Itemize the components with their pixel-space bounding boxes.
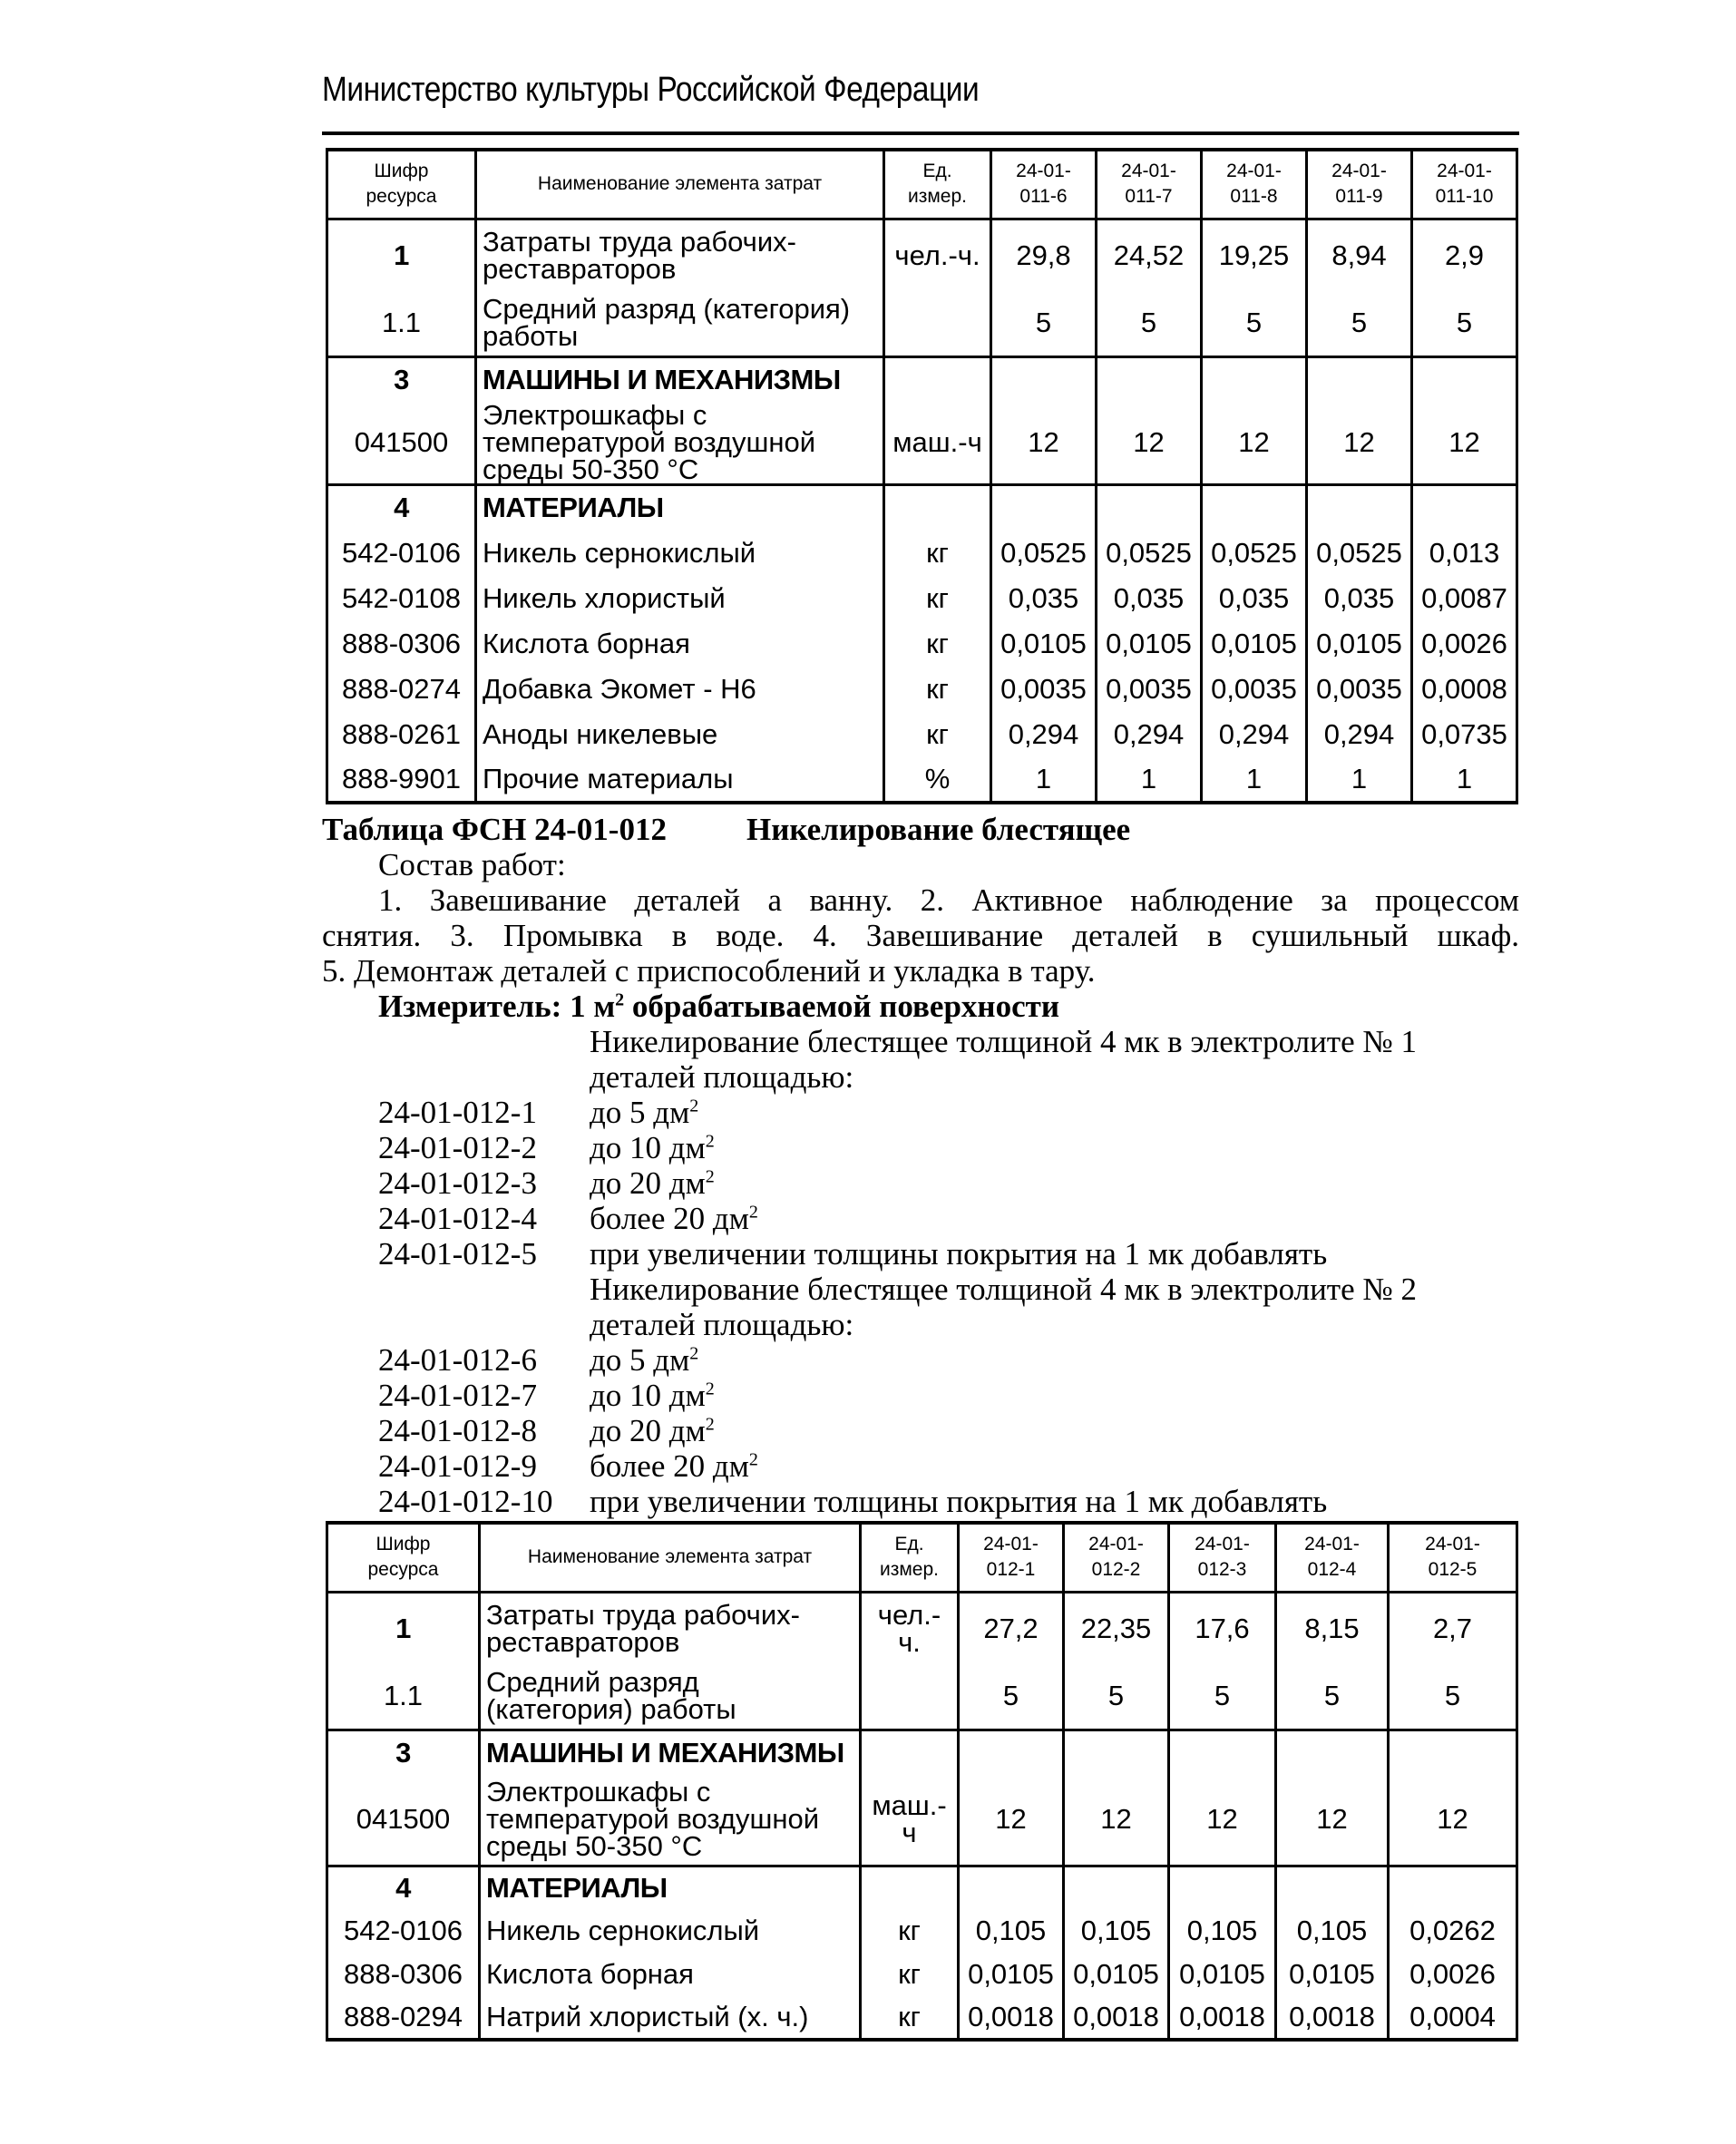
table-row — [327, 291, 1517, 356]
cell-name: Кислота борная — [476, 621, 884, 667]
col-header: Наименование элемента затрат — [480, 1523, 861, 1592]
cell-code: 3 — [327, 356, 476, 402]
col-header: 24-01- 011-9 — [1307, 150, 1412, 219]
group2-title: Никелирование блестящее толщиной 4 мк в электролите № 2 — [590, 1272, 1418, 1307]
table-row — [327, 531, 1517, 576]
cell-value: 0,0105 — [991, 621, 1097, 667]
cell-value: 0,0026 — [1412, 621, 1517, 667]
cell-value: 5 — [1389, 1664, 1517, 1730]
cell-unit: маш.-ч — [884, 402, 991, 485]
table-row — [327, 1996, 1517, 2040]
cell-unit: кг — [884, 576, 991, 621]
cell-value: 0,0105 — [959, 1953, 1064, 1996]
cell-unit: чел.-ч. — [884, 219, 991, 291]
cell-code: 888-9901 — [327, 757, 476, 803]
resource-table-011 — [326, 148, 1518, 804]
cell-value: 2,9 — [1412, 219, 1517, 291]
cell-value: 0,0105 — [1276, 1953, 1389, 1996]
cell-value: 12 — [991, 402, 1097, 485]
table-row — [327, 1953, 1517, 1996]
cell-code: 888-0306 — [327, 1953, 480, 1996]
group2-title: деталей площадью: — [590, 1307, 854, 1342]
cell-code: 1 — [327, 1592, 480, 1664]
cell-unit: кг — [861, 1909, 959, 1953]
cell-value: 1 — [1307, 757, 1412, 803]
cell-code: 542-0106 — [327, 531, 476, 576]
cell-value: 17,6 — [1169, 1592, 1276, 1664]
col-header: 24-01- 011-10 — [1412, 150, 1517, 219]
cell-unit: кг — [861, 1996, 959, 2040]
section-title: МАТЕРИАЛЫ — [476, 485, 884, 531]
section-row — [327, 356, 1517, 402]
list-item: 24-01-012-1 до 5 $дм^2$ — [378, 1095, 699, 1130]
cell-value: 0,294 — [991, 712, 1097, 757]
table-row — [327, 757, 1517, 803]
cell-value: 0,0525 — [991, 531, 1097, 576]
list-item: 24-01-012-10 при увеличении толщины покрытия на 1 мк добавлять — [378, 1484, 1328, 1519]
cell-value: 5 — [959, 1664, 1064, 1730]
table-header-row — [327, 150, 1517, 219]
cell-name: Никель хлористый — [476, 576, 884, 621]
cell-value: 5 — [1202, 291, 1307, 356]
table-row — [327, 1664, 1517, 1730]
group1-title: Никелирование блестящее толщиной 4 мк в электролите № 1 — [590, 1024, 1418, 1059]
table-row — [327, 1592, 1517, 1664]
cell-value: 0,0105 — [1097, 621, 1202, 667]
cell-name: Средний разряд (категория) работы — [476, 291, 884, 356]
cell-value: 0,0035 — [1307, 667, 1412, 712]
section-row — [327, 1866, 1517, 1909]
section-title: МАТЕРИАЛЫ — [480, 1866, 861, 1909]
cell-unit: % — [884, 757, 991, 803]
cell-value: 12 — [1169, 1775, 1276, 1866]
table-label: Таблица ФСН 24-01-012 — [322, 812, 667, 847]
cell-value: 0,013 — [1412, 531, 1517, 576]
cell-value: 5 — [1412, 291, 1517, 356]
cell-value: 5 — [1169, 1664, 1276, 1730]
cell-value: 0,0087 — [1412, 576, 1517, 621]
cell-value: 5 — [1097, 291, 1202, 356]
page-header-title: Министерство культуры Российской Федерации — [322, 71, 980, 109]
section-title: МАШИНЫ И МЕХАНИЗМЫ — [480, 1730, 861, 1775]
col-header: 24-01- 011-7 — [1097, 150, 1202, 219]
col-header: 24-01- 011-6 — [991, 150, 1097, 219]
cell-unit: кг — [861, 1953, 959, 1996]
cell-unit: кг — [884, 621, 991, 667]
cell-value: 0,0004 — [1389, 1996, 1517, 2040]
cell-value: 0,105 — [959, 1909, 1064, 1953]
table-row — [327, 402, 1517, 485]
cell-name: Затраты труда рабочих-реставраторов — [476, 219, 884, 291]
section-row — [327, 1730, 1517, 1775]
col-header: Ед. измер. — [861, 1523, 959, 1592]
table-row — [327, 576, 1517, 621]
cell-value: 12 — [1412, 402, 1517, 485]
cell-name: Прочие материалы — [476, 757, 884, 803]
table-header-row — [327, 1523, 1517, 1592]
table-row — [327, 219, 1517, 291]
list-item: 24-01-012-9 более 20 $дм^2$ — [378, 1448, 758, 1484]
cell-value: 0,0026 — [1389, 1953, 1517, 1996]
work-line: снятия. 3. Промывка в воде. 4. Завешивание деталей в сушильный шкаф. — [322, 918, 1519, 953]
cell-code: 888-0261 — [327, 712, 476, 757]
section-title: МАШИНЫ И МЕХАНИЗМЫ — [476, 356, 884, 402]
cell-value: 0,105 — [1169, 1909, 1276, 1953]
cell-value: 0,0018 — [1276, 1996, 1389, 2040]
cell-name: Добавка Экомет - Н6 — [476, 667, 884, 712]
cell-code: 4 — [327, 1866, 480, 1909]
section-text — [322, 812, 1519, 1519]
col-header: Шифр ресурса — [327, 1523, 480, 1592]
cell-unit: кг — [884, 712, 991, 757]
cell-value: 0,035 — [1202, 576, 1307, 621]
cell-name: Никель сернокислый — [476, 531, 884, 576]
col-header: Шифр ресурса — [327, 150, 476, 219]
col-header: 24-01- 011-8 — [1202, 150, 1307, 219]
cell-unit: маш.-ч — [861, 1775, 959, 1866]
cell-unit: кг — [884, 667, 991, 712]
work-line: 5. Демонтаж деталей с приспособлений и укладка в тару. — [322, 953, 1096, 989]
cell-value: 1 — [1097, 757, 1202, 803]
cell-code: 4 — [327, 485, 476, 531]
cell-value: 0,294 — [1307, 712, 1412, 757]
work-header: Состав работ: — [378, 847, 566, 882]
cell-value: 0,0105 — [1064, 1953, 1169, 1996]
cell-value: 5 — [991, 291, 1097, 356]
cell-value: 12 — [1307, 402, 1412, 485]
cell-code: 1 — [327, 219, 476, 291]
cell-value: 12 — [1097, 402, 1202, 485]
cell-code: 3 — [327, 1730, 480, 1775]
cell-value: 0,0008 — [1412, 667, 1517, 712]
cell-value: 5 — [1064, 1664, 1169, 1730]
cell-value: 0,0035 — [1202, 667, 1307, 712]
resource-table-012 — [326, 1521, 1518, 2042]
cell-name: Аноды никелевые — [476, 712, 884, 757]
cell-value: 0,0525 — [1202, 531, 1307, 576]
list-item: 24-01-012-7 до 10 $дм^2$ — [378, 1378, 715, 1413]
cell-value: 1 — [991, 757, 1097, 803]
cell-value: 0,0105 — [1202, 621, 1307, 667]
table-row — [327, 1775, 1517, 1866]
list-item: 24-01-012-2 до 10 $дм^2$ — [378, 1130, 715, 1165]
col-header: Наименование элемента затрат — [476, 150, 884, 219]
cell-unit — [861, 1664, 959, 1730]
cell-value: 0,0018 — [959, 1996, 1064, 2040]
col-header: 24-01- 012-3 — [1169, 1523, 1276, 1592]
cell-code: 542-0106 — [327, 1909, 480, 1953]
list-item: 24-01-012-4 более 20 $дм^2$ — [378, 1201, 758, 1236]
col-header: 24-01- 012-1 — [959, 1523, 1064, 1592]
cell-value: 0,0525 — [1097, 531, 1202, 576]
cell-value: 12 — [959, 1775, 1064, 1866]
cell-value: 0,294 — [1202, 712, 1307, 757]
cell-code: 888-0274 — [327, 667, 476, 712]
cell-value: 0,0525 — [1307, 531, 1412, 576]
cell-value: 22,35 — [1064, 1592, 1169, 1664]
cell-name: Затраты труда рабочих-реставраторов — [480, 1592, 861, 1664]
cell-code: 1.1 — [327, 291, 476, 356]
col-header: 24-01- 012-5 — [1389, 1523, 1517, 1592]
cell-value: 0,035 — [1097, 576, 1202, 621]
cell-value: 5 — [1307, 291, 1412, 356]
cell-code: 888-0294 — [327, 1996, 480, 2040]
cell-value: 12 — [1064, 1775, 1169, 1866]
list-item: 24-01-012-8 до 20 $дм^2$ — [378, 1413, 715, 1448]
cell-value: 12 — [1276, 1775, 1389, 1866]
cell-unit: чел.-ч. — [861, 1592, 959, 1664]
cell-name: Натрий хлористый (х. ч.) — [480, 1996, 861, 2040]
cell-value: 0,035 — [1307, 576, 1412, 621]
cell-unit: кг — [884, 531, 991, 576]
cell-value: 0,294 — [1097, 712, 1202, 757]
cell-value: 0,0262 — [1389, 1909, 1517, 1953]
cell-value: 0,0035 — [991, 667, 1097, 712]
col-header: 24-01- 012-2 — [1064, 1523, 1169, 1592]
cell-value: 29,8 — [991, 219, 1097, 291]
cell-value: 0,0018 — [1169, 1996, 1276, 2040]
cell-value: 0,105 — [1276, 1909, 1389, 1953]
cell-value: 1 — [1412, 757, 1517, 803]
group1-title: деталей площадью: — [590, 1059, 854, 1095]
header-rule — [322, 132, 1519, 135]
list-item: 24-01-012-5 при увеличении толщины покрытия на 1 мк добавлять — [378, 1236, 1328, 1272]
cell-name: Электрошкафы с температурой воздушной среды 50-350 °С — [480, 1775, 861, 1866]
cell-value: 24,52 — [1097, 219, 1202, 291]
cell-value: 0,0105 — [1307, 621, 1412, 667]
cell-code: 041500 — [327, 402, 476, 485]
cell-code: 041500 — [327, 1775, 480, 1866]
cell-value: 12 — [1202, 402, 1307, 485]
table-row — [327, 621, 1517, 667]
meter-line: Измеритель: 1 $м^2$ обрабатываемой поверхности — [378, 989, 1059, 1024]
cell-name: Средний разряд (категория) работы — [480, 1664, 861, 1730]
table-row — [327, 1909, 1517, 1953]
work-line: 1. Завешивание деталей а ванну. 2. Активное наблюдение за процессом — [378, 882, 1519, 918]
col-header: Ед. измер. — [884, 150, 991, 219]
cell-value: 8,15 — [1276, 1592, 1389, 1664]
section-row — [327, 485, 1517, 531]
cell-value: 0,035 — [991, 576, 1097, 621]
cell-value: 0,0105 — [1169, 1953, 1276, 1996]
cell-name: Электрошкафы с температурой воздушной среды 50-350 °С — [476, 402, 884, 485]
cell-name: Никель сернокислый — [480, 1909, 861, 1953]
cell-value: 0,0035 — [1097, 667, 1202, 712]
col-header: 24-01- 012-4 — [1276, 1523, 1389, 1592]
cell-value: 27,2 — [959, 1592, 1064, 1664]
cell-code: 1.1 — [327, 1664, 480, 1730]
cell-value: 12 — [1389, 1775, 1517, 1866]
table-row — [327, 667, 1517, 712]
list-item: 24-01-012-6 до 5 $дм^2$ — [378, 1342, 699, 1378]
cell-code: 888-0306 — [327, 621, 476, 667]
cell-value: 2,7 — [1389, 1592, 1517, 1664]
table-title: Никелирование блестящее — [746, 812, 1131, 847]
cell-value: 0,0735 — [1412, 712, 1517, 757]
cell-value: 5 — [1276, 1664, 1389, 1730]
table-row — [327, 712, 1517, 757]
cell-code: 542-0108 — [327, 576, 476, 621]
cell-value: 8,94 — [1307, 219, 1412, 291]
cell-name: Кислота борная — [480, 1953, 861, 1996]
cell-value: 0,0018 — [1064, 1996, 1169, 2040]
cell-value: 19,25 — [1202, 219, 1307, 291]
cell-unit — [884, 291, 991, 356]
list-item: 24-01-012-3 до 20 $дм^2$ — [378, 1165, 715, 1201]
cell-value: 1 — [1202, 757, 1307, 803]
cell-value: 0,105 — [1064, 1909, 1169, 1953]
